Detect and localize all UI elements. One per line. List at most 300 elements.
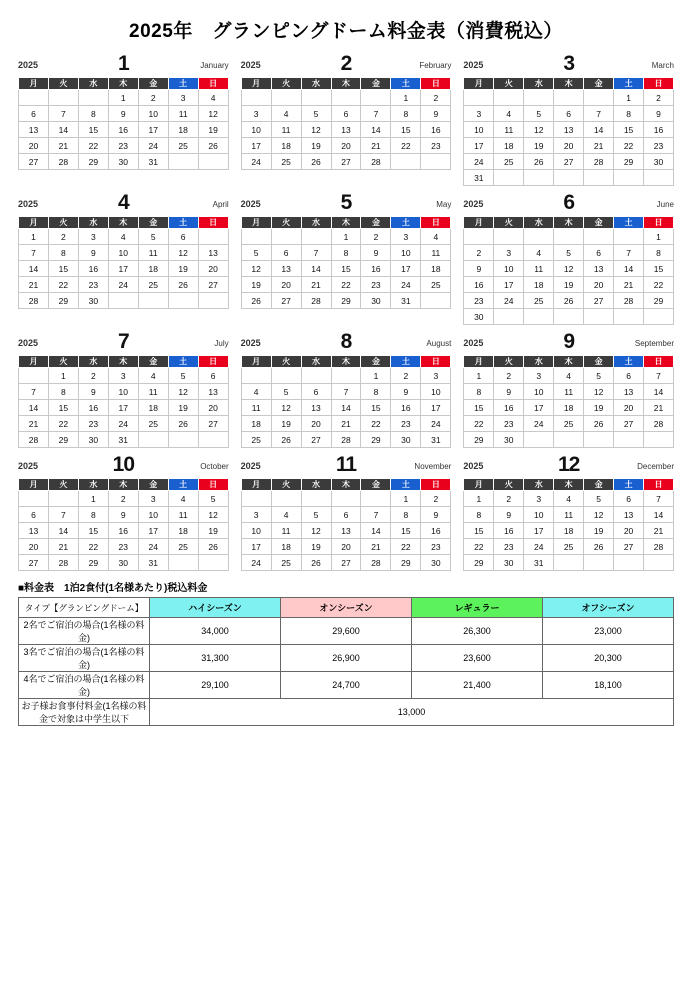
calendar-day[interactable]: 29 xyxy=(614,154,644,170)
calendar-day[interactable]: 15 xyxy=(391,523,421,539)
calendar-day[interactable]: 12 xyxy=(554,261,584,277)
calendar-day[interactable]: 22 xyxy=(48,416,78,432)
calendar-day[interactable]: 23 xyxy=(644,138,674,154)
calendar-day[interactable]: 19 xyxy=(524,138,554,154)
calendar-day[interactable]: 17 xyxy=(108,261,138,277)
calendar-day[interactable]: 14 xyxy=(644,384,674,400)
calendar-day[interactable]: 4 xyxy=(554,368,584,384)
calendar-day[interactable]: 20 xyxy=(614,523,644,539)
calendar-day[interactable]: 23 xyxy=(108,138,138,154)
calendar-day[interactable]: 16 xyxy=(108,122,138,138)
calendar-day[interactable]: 17 xyxy=(108,400,138,416)
calendar-day[interactable]: 9 xyxy=(78,245,108,261)
calendar-day[interactable]: 4 xyxy=(138,368,168,384)
calendar-day[interactable]: 22 xyxy=(78,539,108,555)
calendar-day[interactable]: 16 xyxy=(421,122,451,138)
calendar-day[interactable]: 24 xyxy=(138,539,168,555)
calendar-day[interactable]: 2 xyxy=(421,90,451,106)
calendar-day[interactable]: 23 xyxy=(494,416,524,432)
calendar-day[interactable]: 14 xyxy=(331,400,361,416)
calendar-day[interactable]: 4 xyxy=(554,491,584,507)
calendar-day[interactable]: 24 xyxy=(524,539,554,555)
calendar-day[interactable]: 28 xyxy=(614,293,644,309)
calendar-day[interactable]: 11 xyxy=(138,384,168,400)
calendar-day[interactable]: 18 xyxy=(524,277,554,293)
calendar-day[interactable]: 29 xyxy=(361,432,391,448)
calendar-day[interactable]: 19 xyxy=(168,400,198,416)
calendar-day[interactable]: 28 xyxy=(361,555,391,571)
calendar-day[interactable]: 27 xyxy=(198,416,228,432)
calendar-day[interactable]: 31 xyxy=(108,432,138,448)
calendar-day[interactable]: 5 xyxy=(584,491,614,507)
calendar-day[interactable]: 12 xyxy=(301,122,331,138)
calendar-day[interactable]: 14 xyxy=(614,261,644,277)
calendar-day[interactable]: 14 xyxy=(361,122,391,138)
calendar-day[interactable]: 12 xyxy=(168,245,198,261)
calendar-day[interactable]: 16 xyxy=(494,400,524,416)
calendar-day[interactable]: 25 xyxy=(271,154,301,170)
calendar-day[interactable]: 22 xyxy=(464,416,494,432)
calendar-day[interactable]: 31 xyxy=(138,154,168,170)
calendar-day[interactable]: 21 xyxy=(584,138,614,154)
calendar-day[interactable]: 26 xyxy=(198,539,228,555)
calendar-day[interactable]: 5 xyxy=(138,229,168,245)
calendar-day[interactable]: 5 xyxy=(584,368,614,384)
calendar-day[interactable]: 13 xyxy=(198,384,228,400)
calendar-day[interactable]: 25 xyxy=(524,293,554,309)
calendar-day[interactable]: 8 xyxy=(361,384,391,400)
calendar-day[interactable]: 11 xyxy=(421,245,451,261)
calendar-day[interactable]: 18 xyxy=(271,138,301,154)
calendar-day[interactable]: 30 xyxy=(494,432,524,448)
calendar-day[interactable]: 23 xyxy=(464,293,494,309)
calendar-day[interactable]: 16 xyxy=(644,122,674,138)
calendar-day[interactable]: 19 xyxy=(554,277,584,293)
calendar-day[interactable]: 14 xyxy=(644,507,674,523)
calendar-day[interactable]: 18 xyxy=(421,261,451,277)
calendar-day[interactable]: 12 xyxy=(271,400,301,416)
calendar-day[interactable]: 19 xyxy=(168,261,198,277)
calendar-day[interactable]: 3 xyxy=(138,491,168,507)
calendar-day[interactable]: 20 xyxy=(198,400,228,416)
calendar-day[interactable]: 3 xyxy=(108,368,138,384)
calendar-day[interactable]: 19 xyxy=(241,277,271,293)
calendar-day[interactable]: 18 xyxy=(138,400,168,416)
calendar-day[interactable]: 26 xyxy=(584,416,614,432)
calendar-day[interactable]: 23 xyxy=(78,416,108,432)
calendar-day[interactable]: 19 xyxy=(584,400,614,416)
calendar-day[interactable]: 24 xyxy=(421,416,451,432)
calendar-day[interactable]: 3 xyxy=(494,245,524,261)
calendar-day[interactable]: 30 xyxy=(108,154,138,170)
calendar-day[interactable]: 11 xyxy=(524,261,554,277)
calendar-day[interactable]: 16 xyxy=(361,261,391,277)
calendar-day[interactable]: 16 xyxy=(391,400,421,416)
calendar-day[interactable]: 24 xyxy=(241,555,271,571)
calendar-day[interactable]: 17 xyxy=(241,138,271,154)
calendar-day[interactable]: 26 xyxy=(168,416,198,432)
calendar-day[interactable]: 9 xyxy=(361,245,391,261)
calendar-day[interactable]: 12 xyxy=(198,106,228,122)
calendar-day[interactable]: 21 xyxy=(644,400,674,416)
calendar-day[interactable]: 23 xyxy=(108,539,138,555)
calendar-day[interactable]: 27 xyxy=(198,277,228,293)
calendar-day[interactable]: 20 xyxy=(614,400,644,416)
calendar-day[interactable]: 10 xyxy=(464,122,494,138)
calendar-day[interactable]: 2 xyxy=(494,368,524,384)
calendar-day[interactable]: 28 xyxy=(301,293,331,309)
calendar-day[interactable]: 22 xyxy=(361,416,391,432)
calendar-day[interactable]: 30 xyxy=(464,309,494,325)
calendar-day[interactable]: 17 xyxy=(464,138,494,154)
calendar-day[interactable]: 13 xyxy=(19,122,49,138)
calendar-day[interactable]: 17 xyxy=(494,277,524,293)
calendar-day[interactable]: 22 xyxy=(464,539,494,555)
calendar-day[interactable]: 14 xyxy=(361,523,391,539)
calendar-day[interactable]: 31 xyxy=(464,170,494,186)
calendar-day[interactable]: 12 xyxy=(301,523,331,539)
calendar-day[interactable]: 24 xyxy=(138,138,168,154)
calendar-day[interactable]: 26 xyxy=(301,555,331,571)
calendar-day[interactable]: 10 xyxy=(138,507,168,523)
calendar-day[interactable]: 28 xyxy=(48,555,78,571)
calendar-day[interactable]: 8 xyxy=(48,245,78,261)
calendar-day[interactable]: 19 xyxy=(301,539,331,555)
calendar-day[interactable]: 28 xyxy=(331,432,361,448)
calendar-day[interactable]: 22 xyxy=(644,277,674,293)
calendar-day[interactable]: 1 xyxy=(19,229,49,245)
calendar-day[interactable]: 5 xyxy=(271,384,301,400)
calendar-day[interactable]: 18 xyxy=(168,523,198,539)
calendar-day[interactable]: 13 xyxy=(331,122,361,138)
calendar-day[interactable]: 3 xyxy=(241,507,271,523)
calendar-day[interactable]: 1 xyxy=(644,229,674,245)
calendar-day[interactable]: 17 xyxy=(138,523,168,539)
calendar-day[interactable]: 19 xyxy=(198,523,228,539)
calendar-day[interactable]: 30 xyxy=(494,555,524,571)
calendar-day[interactable]: 30 xyxy=(421,555,451,571)
calendar-day[interactable]: 11 xyxy=(554,507,584,523)
calendar-day[interactable]: 6 xyxy=(19,507,49,523)
calendar-day[interactable]: 29 xyxy=(48,293,78,309)
calendar-day[interactable]: 10 xyxy=(241,122,271,138)
calendar-day[interactable]: 4 xyxy=(198,90,228,106)
calendar-day[interactable]: 28 xyxy=(361,154,391,170)
calendar-day[interactable]: 12 xyxy=(584,507,614,523)
calendar-day[interactable]: 27 xyxy=(19,154,49,170)
calendar-day[interactable]: 5 xyxy=(168,368,198,384)
calendar-day[interactable]: 15 xyxy=(48,261,78,277)
calendar-day[interactable]: 7 xyxy=(19,384,49,400)
calendar-day[interactable]: 15 xyxy=(48,400,78,416)
calendar-day[interactable]: 15 xyxy=(78,523,108,539)
calendar-day[interactable]: 25 xyxy=(138,416,168,432)
calendar-day[interactable]: 8 xyxy=(331,245,361,261)
calendar-day[interactable]: 6 xyxy=(614,491,644,507)
calendar-day[interactable]: 4 xyxy=(271,507,301,523)
calendar-day[interactable]: 3 xyxy=(524,368,554,384)
calendar-day[interactable]: 12 xyxy=(584,384,614,400)
calendar-day[interactable]: 24 xyxy=(391,277,421,293)
calendar-day[interactable]: 28 xyxy=(48,154,78,170)
calendar-day[interactable]: 2 xyxy=(421,491,451,507)
calendar-day[interactable]: 3 xyxy=(241,106,271,122)
calendar-day[interactable]: 25 xyxy=(554,416,584,432)
calendar-day[interactable]: 25 xyxy=(554,539,584,555)
calendar-day[interactable]: 26 xyxy=(198,138,228,154)
calendar-day[interactable]: 24 xyxy=(494,293,524,309)
calendar-day[interactable]: 21 xyxy=(19,277,49,293)
calendar-day[interactable]: 23 xyxy=(494,539,524,555)
calendar-day[interactable]: 29 xyxy=(78,555,108,571)
calendar-day[interactable]: 17 xyxy=(138,122,168,138)
calendar-day[interactable]: 4 xyxy=(271,106,301,122)
calendar-day[interactable]: 12 xyxy=(198,507,228,523)
calendar-day[interactable]: 11 xyxy=(554,384,584,400)
calendar-day[interactable]: 14 xyxy=(48,523,78,539)
calendar-day[interactable]: 30 xyxy=(391,432,421,448)
calendar-day[interactable]: 21 xyxy=(301,277,331,293)
calendar-day[interactable]: 6 xyxy=(168,229,198,245)
calendar-day[interactable]: 14 xyxy=(301,261,331,277)
calendar-day[interactable]: 24 xyxy=(241,154,271,170)
calendar-day[interactable]: 7 xyxy=(644,491,674,507)
calendar-day[interactable]: 13 xyxy=(19,523,49,539)
calendar-day[interactable]: 1 xyxy=(361,368,391,384)
calendar-day[interactable]: 30 xyxy=(78,293,108,309)
calendar-day[interactable]: 1 xyxy=(464,491,494,507)
calendar-day[interactable]: 18 xyxy=(554,400,584,416)
calendar-day[interactable]: 24 xyxy=(108,416,138,432)
calendar-day[interactable]: 16 xyxy=(78,400,108,416)
calendar-day[interactable]: 9 xyxy=(644,106,674,122)
calendar-day[interactable]: 24 xyxy=(464,154,494,170)
calendar-day[interactable]: 13 xyxy=(198,245,228,261)
calendar-day[interactable]: 21 xyxy=(19,416,49,432)
calendar-day[interactable]: 7 xyxy=(361,106,391,122)
calendar-day[interactable]: 22 xyxy=(391,539,421,555)
calendar-day[interactable]: 8 xyxy=(644,245,674,261)
calendar-day[interactable]: 15 xyxy=(361,400,391,416)
calendar-day[interactable]: 12 xyxy=(524,122,554,138)
calendar-day[interactable]: 21 xyxy=(48,138,78,154)
calendar-day[interactable]: 10 xyxy=(108,245,138,261)
calendar-day[interactable]: 1 xyxy=(48,368,78,384)
calendar-day[interactable]: 20 xyxy=(331,138,361,154)
calendar-day[interactable]: 1 xyxy=(391,491,421,507)
calendar-day[interactable]: 3 xyxy=(391,229,421,245)
calendar-day[interactable]: 16 xyxy=(421,523,451,539)
calendar-day[interactable]: 6 xyxy=(198,368,228,384)
calendar-day[interactable]: 29 xyxy=(78,154,108,170)
calendar-day[interactable]: 13 xyxy=(584,261,614,277)
calendar-day[interactable]: 14 xyxy=(19,261,49,277)
calendar-day[interactable]: 10 xyxy=(421,384,451,400)
calendar-day[interactable]: 2 xyxy=(494,491,524,507)
calendar-day[interactable]: 27 xyxy=(614,539,644,555)
calendar-day[interactable]: 7 xyxy=(361,507,391,523)
calendar-day[interactable]: 27 xyxy=(614,416,644,432)
calendar-day[interactable]: 5 xyxy=(198,491,228,507)
calendar-day[interactable]: 2 xyxy=(78,368,108,384)
calendar-day[interactable]: 18 xyxy=(554,523,584,539)
calendar-day[interactable]: 4 xyxy=(241,384,271,400)
calendar-day[interactable]: 21 xyxy=(48,539,78,555)
calendar-day[interactable]: 1 xyxy=(464,368,494,384)
calendar-day[interactable]: 25 xyxy=(271,555,301,571)
calendar-day[interactable]: 5 xyxy=(241,245,271,261)
calendar-day[interactable]: 27 xyxy=(554,154,584,170)
calendar-day[interactable]: 14 xyxy=(48,122,78,138)
calendar-day[interactable]: 8 xyxy=(464,384,494,400)
calendar-day[interactable]: 25 xyxy=(421,277,451,293)
calendar-day[interactable]: 5 xyxy=(301,106,331,122)
calendar-day[interactable]: 4 xyxy=(524,245,554,261)
calendar-day[interactable]: 16 xyxy=(494,523,524,539)
calendar-day[interactable]: 2 xyxy=(391,368,421,384)
calendar-day[interactable]: 15 xyxy=(331,261,361,277)
calendar-day[interactable]: 27 xyxy=(19,555,49,571)
calendar-day[interactable]: 29 xyxy=(644,293,674,309)
calendar-day[interactable]: 29 xyxy=(391,555,421,571)
calendar-day[interactable]: 19 xyxy=(198,122,228,138)
calendar-day[interactable]: 9 xyxy=(78,384,108,400)
calendar-day[interactable]: 30 xyxy=(108,555,138,571)
calendar-day[interactable]: 11 xyxy=(168,106,198,122)
calendar-day[interactable]: 9 xyxy=(108,106,138,122)
calendar-day[interactable]: 9 xyxy=(391,384,421,400)
calendar-day[interactable]: 13 xyxy=(554,122,584,138)
calendar-day[interactable]: 24 xyxy=(108,277,138,293)
calendar-day[interactable]: 28 xyxy=(644,539,674,555)
calendar-day[interactable]: 28 xyxy=(19,432,49,448)
calendar-day[interactable]: 11 xyxy=(271,122,301,138)
calendar-day[interactable]: 4 xyxy=(108,229,138,245)
calendar-day[interactable]: 30 xyxy=(644,154,674,170)
calendar-day[interactable]: 8 xyxy=(391,507,421,523)
calendar-day[interactable]: 21 xyxy=(361,138,391,154)
calendar-day[interactable]: 6 xyxy=(554,106,584,122)
calendar-day[interactable]: 2 xyxy=(48,229,78,245)
calendar-day[interactable]: 25 xyxy=(138,277,168,293)
calendar-day[interactable]: 9 xyxy=(494,507,524,523)
calendar-day[interactable]: 29 xyxy=(48,432,78,448)
calendar-day[interactable]: 20 xyxy=(198,261,228,277)
calendar-day[interactable]: 26 xyxy=(584,539,614,555)
calendar-day[interactable]: 23 xyxy=(361,277,391,293)
calendar-day[interactable]: 26 xyxy=(271,432,301,448)
calendar-day[interactable]: 7 xyxy=(584,106,614,122)
calendar-day[interactable]: 2 xyxy=(108,491,138,507)
calendar-day[interactable]: 22 xyxy=(48,277,78,293)
calendar-day[interactable]: 2 xyxy=(464,245,494,261)
calendar-day[interactable]: 30 xyxy=(78,432,108,448)
calendar-day[interactable]: 15 xyxy=(78,122,108,138)
calendar-day[interactable]: 26 xyxy=(554,293,584,309)
calendar-day[interactable]: 30 xyxy=(361,293,391,309)
calendar-day[interactable]: 26 xyxy=(524,154,554,170)
calendar-day[interactable]: 7 xyxy=(301,245,331,261)
calendar-day[interactable]: 13 xyxy=(331,523,361,539)
calendar-day[interactable]: 11 xyxy=(138,245,168,261)
calendar-day[interactable]: 6 xyxy=(331,106,361,122)
calendar-day[interactable]: 14 xyxy=(19,400,49,416)
calendar-day[interactable]: 6 xyxy=(271,245,301,261)
calendar-day[interactable]: 5 xyxy=(554,245,584,261)
calendar-day[interactable]: 8 xyxy=(78,106,108,122)
calendar-day[interactable]: 7 xyxy=(19,245,49,261)
calendar-day[interactable]: 10 xyxy=(108,384,138,400)
calendar-day[interactable]: 20 xyxy=(554,138,584,154)
calendar-day[interactable]: 29 xyxy=(331,293,361,309)
calendar-day[interactable]: 20 xyxy=(19,539,49,555)
calendar-day[interactable]: 6 xyxy=(584,245,614,261)
calendar-day[interactable]: 31 xyxy=(421,432,451,448)
calendar-day[interactable]: 17 xyxy=(391,261,421,277)
calendar-day[interactable]: 3 xyxy=(421,368,451,384)
calendar-day[interactable]: 29 xyxy=(464,432,494,448)
calendar-day[interactable]: 17 xyxy=(421,400,451,416)
calendar-day[interactable]: 9 xyxy=(108,507,138,523)
calendar-day[interactable]: 8 xyxy=(464,507,494,523)
calendar-day[interactable]: 25 xyxy=(241,432,271,448)
calendar-day[interactable]: 9 xyxy=(421,106,451,122)
calendar-day[interactable]: 31 xyxy=(524,555,554,571)
calendar-day[interactable]: 3 xyxy=(78,229,108,245)
calendar-day[interactable]: 15 xyxy=(644,261,674,277)
calendar-day[interactable]: 11 xyxy=(168,507,198,523)
calendar-day[interactable]: 23 xyxy=(421,539,451,555)
calendar-day[interactable]: 6 xyxy=(19,106,49,122)
calendar-day[interactable]: 23 xyxy=(421,138,451,154)
calendar-day[interactable]: 13 xyxy=(271,261,301,277)
calendar-day[interactable]: 3 xyxy=(524,491,554,507)
calendar-day[interactable]: 12 xyxy=(168,384,198,400)
calendar-day[interactable]: 21 xyxy=(361,539,391,555)
calendar-day[interactable]: 11 xyxy=(271,523,301,539)
calendar-day[interactable]: 21 xyxy=(331,416,361,432)
calendar-day[interactable]: 8 xyxy=(391,106,421,122)
calendar-day[interactable]: 9 xyxy=(464,261,494,277)
calendar-day[interactable]: 25 xyxy=(168,138,198,154)
calendar-day[interactable]: 26 xyxy=(241,293,271,309)
calendar-day[interactable]: 10 xyxy=(524,507,554,523)
calendar-day[interactable]: 27 xyxy=(271,293,301,309)
calendar-day[interactable]: 13 xyxy=(614,384,644,400)
calendar-day[interactable]: 19 xyxy=(271,416,301,432)
calendar-day[interactable]: 15 xyxy=(464,523,494,539)
calendar-day[interactable]: 17 xyxy=(524,400,554,416)
calendar-day[interactable]: 20 xyxy=(19,138,49,154)
calendar-day[interactable]: 4 xyxy=(168,491,198,507)
calendar-day[interactable]: 10 xyxy=(241,523,271,539)
calendar-day[interactable]: 23 xyxy=(391,416,421,432)
calendar-day[interactable]: 19 xyxy=(584,523,614,539)
calendar-day[interactable]: 18 xyxy=(138,261,168,277)
calendar-day[interactable]: 25 xyxy=(168,539,198,555)
calendar-day[interactable]: 7 xyxy=(48,106,78,122)
calendar-day[interactable]: 9 xyxy=(421,507,451,523)
calendar-day[interactable]: 7 xyxy=(644,368,674,384)
calendar-day[interactable]: 1 xyxy=(108,90,138,106)
calendar-day[interactable]: 22 xyxy=(78,138,108,154)
calendar-day[interactable]: 18 xyxy=(271,539,301,555)
calendar-day[interactable]: 13 xyxy=(614,507,644,523)
calendar-day[interactable]: 18 xyxy=(494,138,524,154)
calendar-day[interactable]: 2 xyxy=(644,90,674,106)
calendar-day[interactable]: 15 xyxy=(391,122,421,138)
calendar-day[interactable]: 11 xyxy=(241,400,271,416)
